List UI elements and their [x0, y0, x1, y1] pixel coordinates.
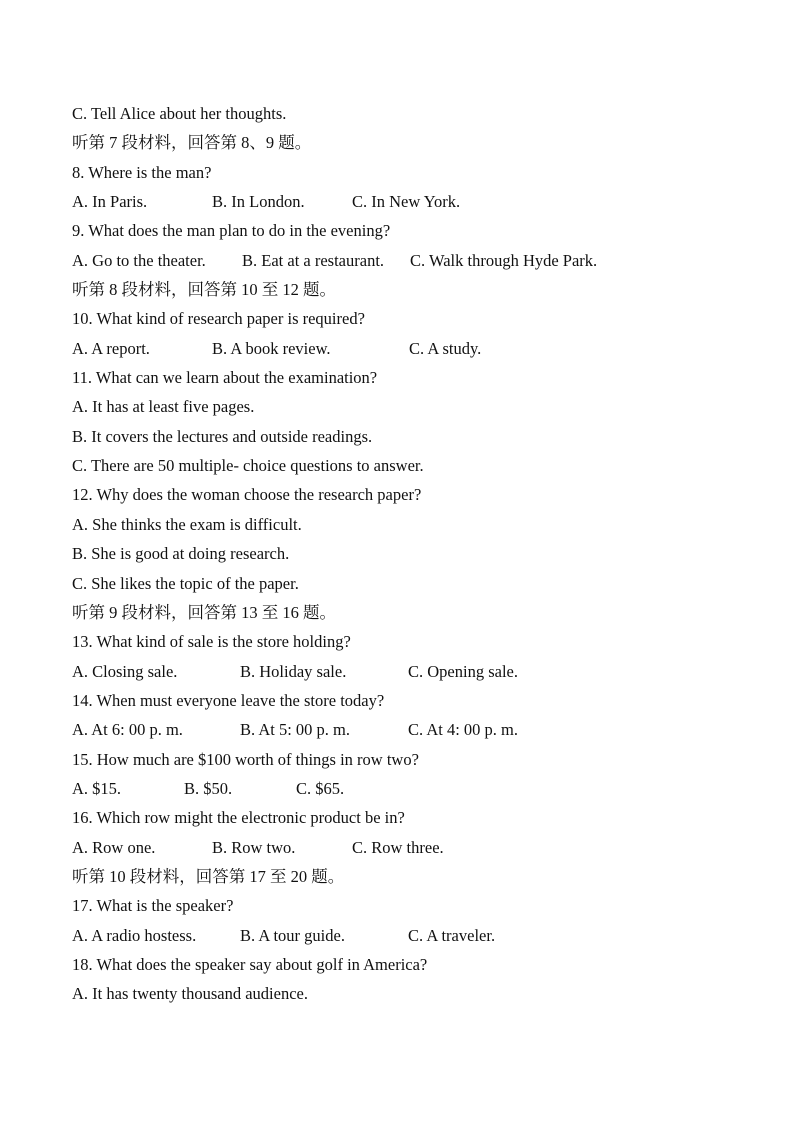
option-line	[72, 510, 732, 539]
answer-option-b: B. She is good at doing research.	[72, 544, 290, 564]
section-heading: 听第 7 段材料，回答第 8、9 题。	[72, 133, 312, 153]
answer-option-c: C. $65.	[296, 778, 345, 798]
answer-option-b: B. It covers the lectures and outside readings.	[72, 426, 373, 446]
answer-option-a: A. It has at least five pages.	[72, 397, 255, 417]
answer-option-b: B. A tour guide.	[240, 925, 345, 945]
answer-option-c: C. Walk through Hyde Park.	[410, 250, 598, 270]
question-15: 15. How much are $100 worth of things in row two?	[72, 749, 419, 769]
option-line	[72, 334, 732, 363]
question-11: 11. What can we learn about the examination?	[72, 368, 378, 388]
question-18: 18. What does the speaker say about golf in America?	[72, 954, 428, 974]
option-line	[72, 99, 732, 128]
option-line	[72, 774, 732, 803]
answer-option-c: C. At 4: 00 p. m.	[408, 720, 519, 740]
option-line	[72, 569, 732, 598]
question-16: 16. Which row might the electronic product be in?	[72, 808, 405, 828]
exam-page	[72, 99, 732, 1009]
answer-option-c: C. Opening sale.	[408, 661, 518, 681]
answer-option-a: A. It has twenty thousand audience.	[72, 984, 308, 1004]
section-heading: 听第 10 段材料，回答第 17 至 20 题。	[72, 866, 345, 886]
option-line	[72, 187, 732, 216]
option-line	[72, 451, 732, 480]
answer-option-c: C. A study.	[409, 338, 482, 358]
answer-option-a: A. At 6: 00 p. m.	[72, 720, 183, 740]
option-line	[72, 833, 732, 862]
option-line	[72, 539, 732, 568]
answer-option-b: B. In London.	[212, 192, 305, 212]
answer-option-b: B. Row two.	[212, 837, 296, 857]
question-14: 14. When must everyone leave the store today?	[72, 690, 385, 710]
answer-option-a: A. A radio hostess.	[72, 925, 197, 945]
option-line	[72, 715, 732, 744]
answer-option-b: B. A book review.	[212, 338, 331, 358]
question-12: 12. Why does the woman choose the research paper?	[72, 485, 422, 505]
section-heading: 听第 9 段材料，回答第 13 至 16 题。	[72, 602, 336, 622]
answer-option-b: B. Holiday sale.	[240, 661, 347, 681]
question-8: 8. Where is the man?	[72, 162, 212, 182]
answer-option-c: C. Tell Alice about her thoughts.	[72, 104, 287, 123]
question-10: 10. What kind of research paper is required?	[72, 309, 365, 329]
answer-option-a: A. Go to the theater.	[72, 250, 206, 270]
answer-option-a: A. A report.	[72, 338, 150, 358]
answer-option-a: A. $15.	[72, 778, 122, 798]
answer-option-c: C. She likes the topic of the paper.	[72, 573, 299, 593]
answer-option-c: C. A traveler.	[408, 925, 496, 945]
answer-option-b: B. $50.	[184, 778, 233, 798]
question-13: 13. What kind of sale is the store holding?	[72, 632, 351, 652]
option-line	[72, 657, 732, 686]
answer-option-a: A. In Paris.	[72, 192, 148, 212]
option-line	[72, 921, 732, 950]
option-line	[72, 392, 732, 421]
answer-option-c: C. Row three.	[352, 837, 444, 857]
option-line	[72, 422, 732, 451]
answer-option-b: B. Eat at a restaurant.	[242, 250, 385, 270]
option-line	[72, 979, 732, 1008]
question-9: 9. What does the man plan to do in the evening?	[72, 221, 391, 241]
answer-option-c: C. In New York.	[352, 192, 461, 212]
answer-option-c: C. There are 50 multiple- choice questions to answer.	[72, 456, 424, 476]
section-heading: 听第 8 段材料，回答第 10 至 12 题。	[72, 280, 336, 300]
answer-option-a: A. Row one.	[72, 837, 156, 857]
question-17: 17. What is the speaker?	[72, 896, 234, 916]
option-line	[72, 246, 732, 275]
answer-option-a: A. Closing sale.	[72, 661, 178, 681]
answer-option-a: A. She thinks the exam is difficult.	[72, 514, 302, 534]
answer-option-b: B. At 5: 00 p. m.	[240, 720, 351, 740]
